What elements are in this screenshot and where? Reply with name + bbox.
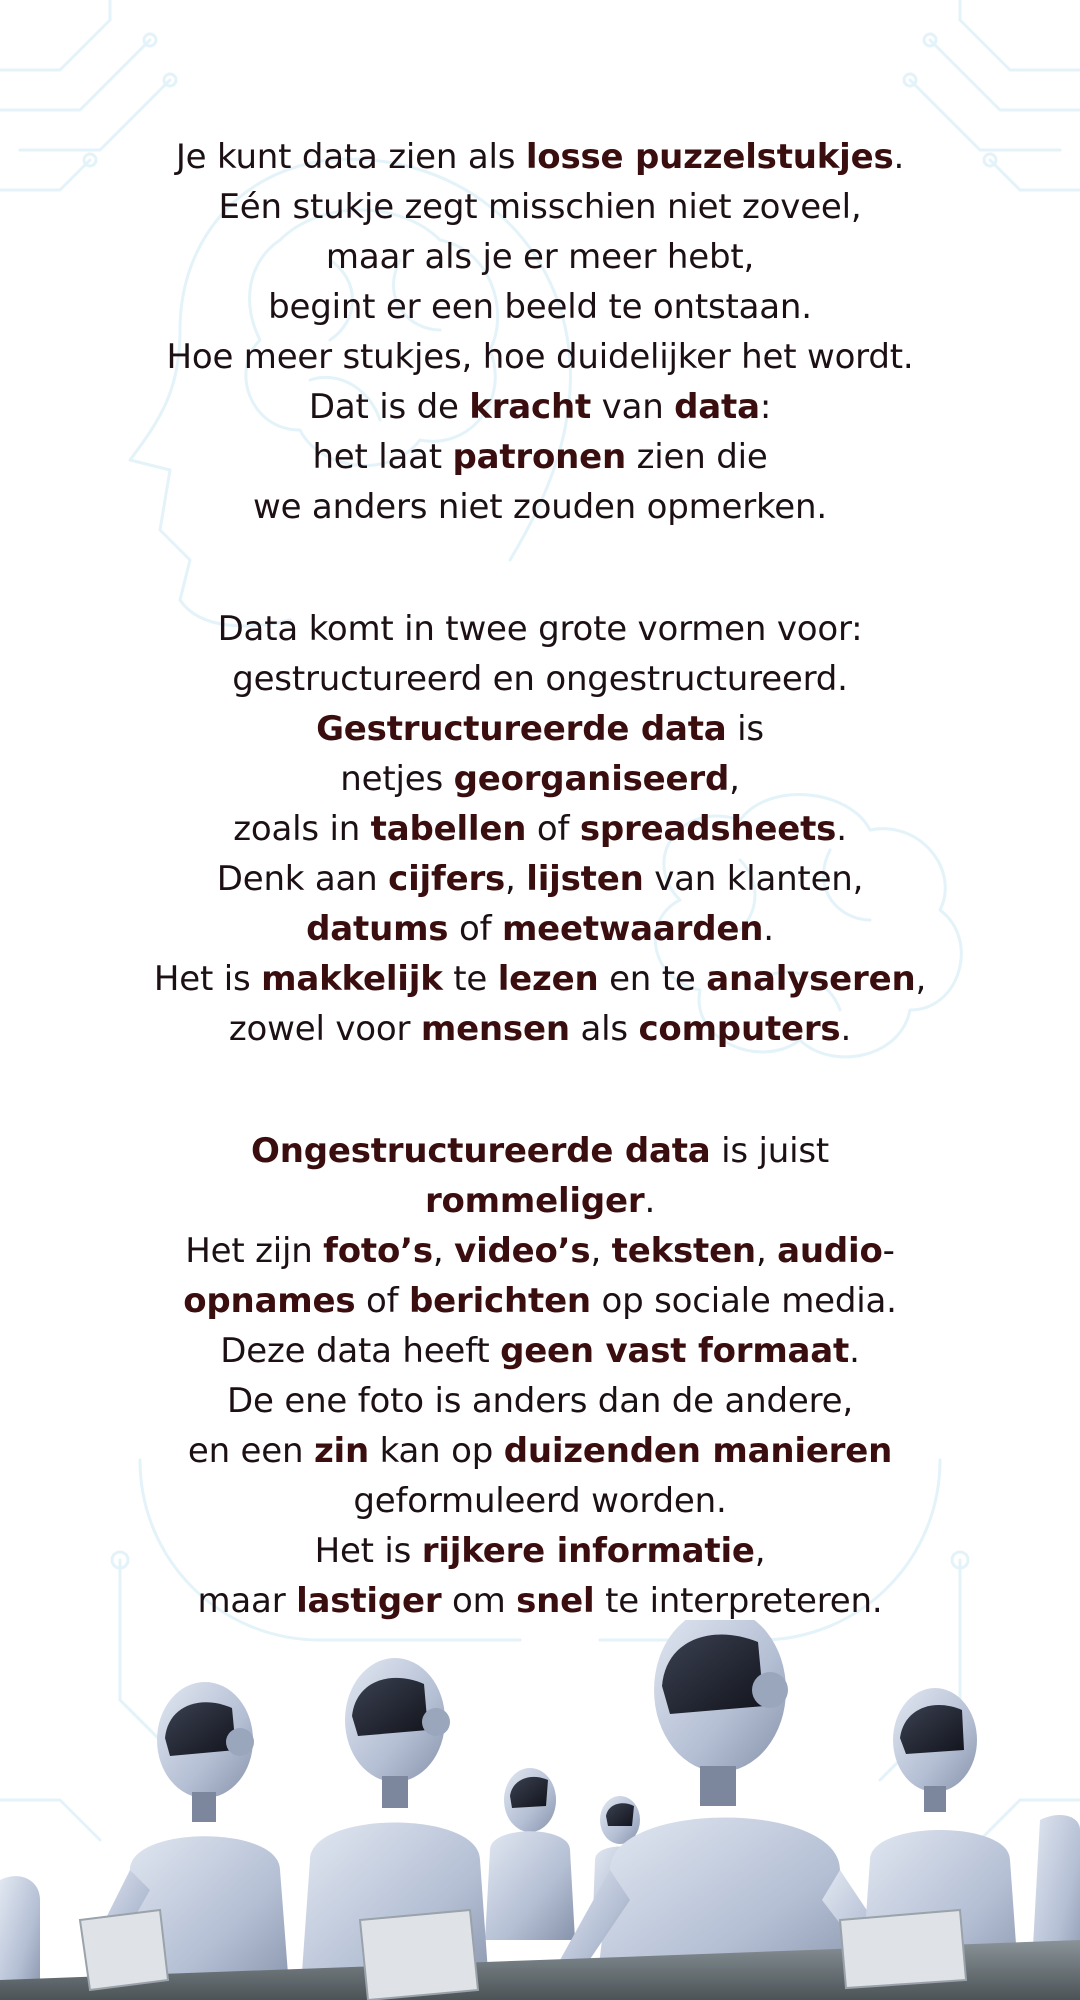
robot-far-left: [485, 1768, 575, 1940]
text: Eén stukje zegt misschien niet zoveel,: [218, 187, 862, 227]
text: is juist: [710, 1131, 830, 1171]
text-line: [60, 654, 1020, 704]
text: zien die: [626, 437, 768, 477]
text-line: [60, 1276, 1020, 1326]
text: is: [726, 709, 764, 749]
text-line: [60, 954, 1020, 1004]
bold-text: lastiger: [296, 1581, 442, 1621]
paragraph-unstructured: [60, 1126, 1020, 1626]
bold-text: Ongestructureerde data: [250, 1131, 711, 1171]
text: Deze data heeft: [220, 1331, 501, 1371]
bold-text: datums: [306, 909, 449, 949]
text-line: [60, 1526, 1020, 1576]
laptop-left: [80, 1910, 168, 1990]
text: en te: [598, 959, 707, 999]
paragraph-structured: [60, 604, 1020, 1054]
laptop-center: [360, 1910, 478, 2000]
text: maar als je er meer hebt,: [325, 237, 755, 277]
text: of: [526, 809, 580, 849]
text: zoals in: [233, 809, 371, 849]
bold-text: rijkere informatie: [421, 1531, 755, 1571]
text-line: [60, 482, 1020, 532]
text-line: [60, 382, 1020, 432]
bold-text: analyseren: [706, 959, 916, 999]
bold-text: patronen: [452, 437, 627, 477]
text-line: [60, 182, 1020, 232]
text: van klanten,: [643, 859, 864, 899]
text: te interpreteren.: [594, 1581, 883, 1621]
text-line: [60, 604, 1020, 654]
bold-text: lijsten: [526, 859, 644, 899]
robots-at-laptops-icon: [0, 1620, 1080, 2000]
text: netjes: [340, 759, 454, 799]
bold-text: snel: [516, 1581, 595, 1621]
laptop-right: [840, 1910, 966, 1988]
text: te: [442, 959, 498, 999]
text: maar: [197, 1581, 297, 1621]
text: Data komt in twee grote vormen voor:: [217, 609, 863, 649]
bold-text: data: [674, 387, 760, 427]
text: Dat is de: [308, 387, 470, 427]
text: als: [569, 1009, 639, 1049]
text: om: [441, 1581, 517, 1621]
bold-text: geen vast formaat: [500, 1331, 850, 1371]
text-line: [60, 904, 1020, 954]
text: Hoe meer stukjes, hoe duidelijker het wordt.: [166, 337, 914, 377]
bold-text: zin: [313, 1431, 370, 1471]
bold-text: cijfers: [388, 859, 506, 899]
bold-text: mensen: [420, 1009, 570, 1049]
text: .: [849, 1331, 860, 1371]
text: van: [591, 387, 675, 427]
text: Het is: [314, 1531, 422, 1571]
text: ,: [729, 759, 740, 799]
text-line: [60, 1476, 1020, 1526]
text: het laat: [312, 437, 453, 477]
bold-text: kracht: [469, 387, 592, 427]
text-line: [60, 1126, 1020, 1176]
text: ,: [505, 859, 527, 899]
bold-text: video’s: [454, 1231, 591, 1271]
bold-text: duizenden manieren: [503, 1431, 893, 1471]
text: ,: [432, 1231, 455, 1271]
bold-text: georganiseerd: [453, 759, 730, 799]
text: -: [882, 1231, 895, 1271]
text: Het is: [153, 959, 262, 999]
text: ,: [755, 1231, 778, 1271]
bold-text: makkelijk: [261, 959, 443, 999]
text-line: [60, 1376, 1020, 1426]
text-line: [60, 282, 1020, 332]
bold-text: lezen: [497, 959, 599, 999]
bold-text: Gestructureerde data: [316, 709, 727, 749]
bold-text: teksten: [611, 1231, 756, 1271]
bold-text: computers: [638, 1009, 841, 1049]
text: zowel voor: [228, 1009, 421, 1049]
text: en een: [187, 1431, 314, 1471]
text-line: [60, 1576, 1020, 1626]
text: De ene foto is anders dan de andere,: [227, 1381, 853, 1421]
text: .: [836, 809, 847, 849]
bold-text: rommeliger: [424, 1181, 645, 1221]
paragraph-puzzle: [60, 132, 1020, 532]
bold-text: opnames: [183, 1281, 356, 1321]
bold-text: meetwaarden: [501, 909, 764, 949]
bold-text: foto’s: [323, 1231, 433, 1271]
text: ,: [590, 1231, 612, 1271]
text: Denk aan: [216, 859, 389, 899]
bold-text: spreadsheets: [579, 809, 837, 849]
text: .: [763, 909, 774, 949]
bold-text: tabellen: [370, 809, 527, 849]
text-line: [60, 1004, 1020, 1054]
text-line: [60, 232, 1020, 282]
text-line: [60, 1226, 1020, 1276]
text: :: [759, 387, 772, 427]
text: .: [893, 137, 905, 177]
text-line: [60, 704, 1020, 754]
text: .: [644, 1181, 656, 1221]
text: of: [355, 1281, 410, 1321]
text-line: [60, 804, 1020, 854]
text-line: [60, 854, 1020, 904]
text: Het zijn: [185, 1231, 324, 1271]
bold-text: berichten: [409, 1281, 591, 1321]
text-line: [60, 132, 1020, 182]
text: begint er een beeld te ontstaan.: [268, 287, 812, 327]
text-line: [60, 1426, 1020, 1476]
text: .: [840, 1009, 852, 1049]
text-line: [60, 332, 1020, 382]
text: gestructureerd en ongestructureerd.: [232, 659, 848, 699]
text-line: [60, 1326, 1020, 1376]
text: we anders niet zouden opmerken.: [253, 487, 827, 527]
text: ,: [754, 1531, 766, 1571]
text-line: [60, 754, 1020, 804]
text: geformuleerd worden.: [353, 1481, 727, 1521]
bold-text: losse puzzelstukjes: [525, 137, 894, 177]
text-line: [60, 432, 1020, 482]
text: ,: [915, 959, 927, 999]
text: op sociale media.: [590, 1281, 897, 1321]
text: of: [448, 909, 502, 949]
bold-text: audio: [777, 1231, 883, 1271]
text: kan op: [369, 1431, 504, 1471]
text-line: [60, 1176, 1020, 1226]
text: Je kunt data zien als: [175, 137, 526, 177]
